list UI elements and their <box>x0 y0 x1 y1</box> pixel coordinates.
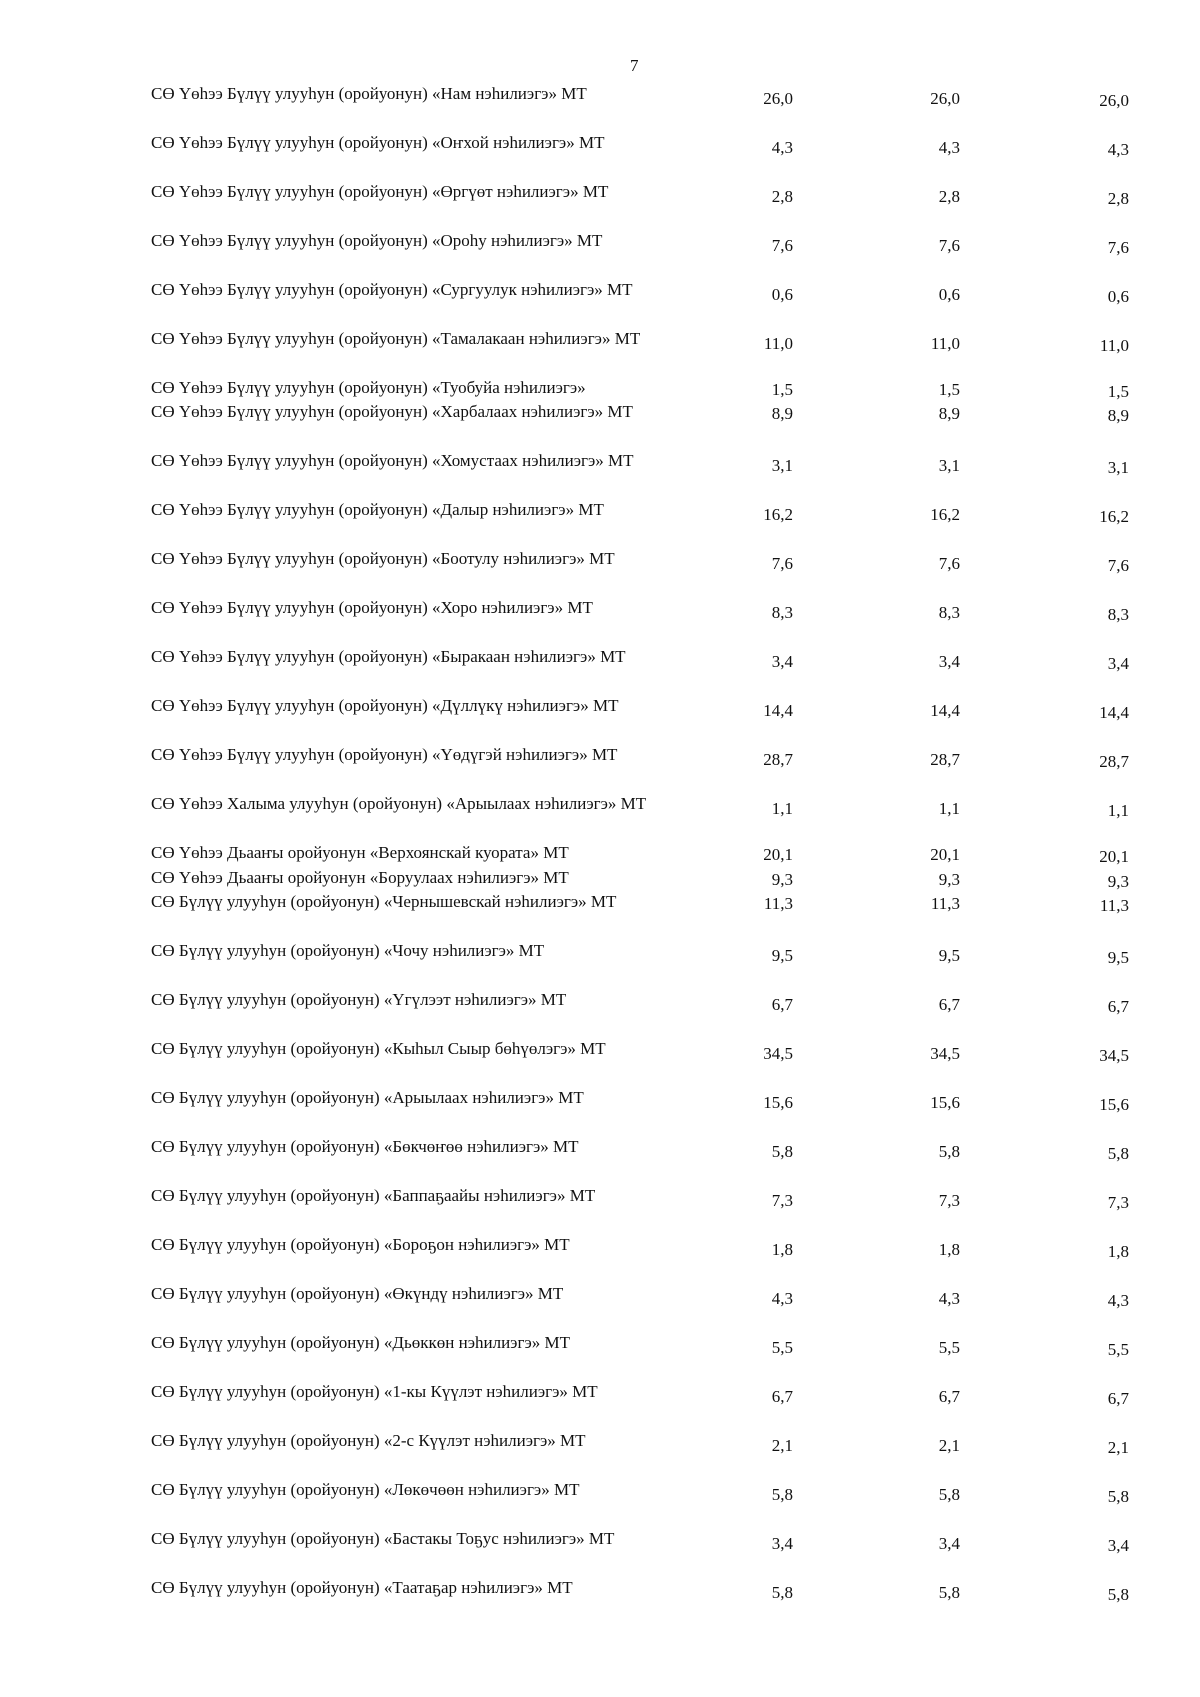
row-value-2: 1,8 <box>938 1240 960 1259</box>
row-name: СӨ Үөhээ Бүлүү улууhун (оройуонун) «Боотулу нэhилиэгэ» МТ <box>151 549 615 568</box>
row-value-3: 15,6 <box>1099 1095 1129 1114</box>
row-value-3: 6,7 <box>1107 1389 1129 1408</box>
table-row <box>0 451 1200 500</box>
row-value-3: 11,3 <box>1099 896 1129 915</box>
row-value-3: 4,3 <box>1107 1291 1129 1310</box>
row-value-2: 9,3 <box>938 870 960 889</box>
row-name: СӨ Үөhээ Бүлүү улууhун (оройуонун) «Хоро нэhилиэгэ» МТ <box>151 598 593 617</box>
row-value-1: 7,6 <box>771 236 793 255</box>
row-name: СӨ Бүлүү улууhун (оройуонун) «Чочу нэhилиэгэ» МТ <box>151 941 545 960</box>
row-value-3: 28,7 <box>1099 752 1129 771</box>
row-value-2: 1,5 <box>938 380 960 399</box>
row-value-3: 11,0 <box>1099 336 1129 355</box>
row-name: СӨ Үөhээ Бүлүү улууhун (оройуонун) «Быракаан нэhилиэгэ» МТ <box>151 647 626 666</box>
row-value-2: 9,5 <box>938 946 960 965</box>
row-value-1: 4,3 <box>771 1289 793 1308</box>
row-value-3: 2,1 <box>1107 1438 1129 1457</box>
row-value-3: 7,3 <box>1107 1193 1129 1212</box>
row-value-2: 7,3 <box>938 1191 960 1210</box>
row-value-2: 1,1 <box>938 799 960 818</box>
row-value-1: 6,7 <box>771 1387 793 1406</box>
table-row <box>0 378 1200 402</box>
row-value-2: 0,6 <box>938 285 960 304</box>
row-name: СӨ Бүлүү улууhун (оройуонун) «Бөкчөҥөө нэhилиэгэ» МТ <box>151 1137 579 1156</box>
row-value-2: 5,8 <box>938 1142 960 1161</box>
row-value-1: 5,8 <box>771 1583 793 1602</box>
row-value-2: 7,6 <box>938 236 960 255</box>
row-value-3: 26,0 <box>1099 91 1129 110</box>
row-value-1: 4,3 <box>771 138 793 157</box>
row-value-2: 28,7 <box>930 750 960 769</box>
table-row <box>0 133 1200 182</box>
row-value-2: 8,9 <box>938 404 960 423</box>
row-name: СӨ Үөhээ Бүлүү улууhун (оройуонун) «Туобуйа нэhилиэгэ» <box>151 378 586 397</box>
row-value-2: 2,1 <box>938 1436 960 1455</box>
row-name: СӨ Үөhээ Дьааҥы оройуонун «Боруулаах нэhилиэгэ» МТ <box>151 868 569 887</box>
row-value-3: 9,3 <box>1107 872 1129 891</box>
row-value-1: 34,5 <box>763 1044 793 1063</box>
row-value-3: 1,5 <box>1107 382 1129 401</box>
table-row <box>0 696 1200 745</box>
row-value-2: 16,2 <box>930 505 960 524</box>
row-value-2: 4,3 <box>938 138 960 157</box>
row-value-3: 5,8 <box>1107 1585 1129 1604</box>
table-row <box>0 1088 1200 1137</box>
row-value-3: 20,1 <box>1099 847 1129 866</box>
table-row <box>0 745 1200 794</box>
row-name: СӨ Үөhээ Бүлүү улууhун (оройуонун) «Хомустаах нэhилиэгэ» МТ <box>151 451 634 470</box>
row-value-3: 3,4 <box>1107 1536 1129 1555</box>
row-value-2: 11,0 <box>930 334 960 353</box>
row-value-3: 3,4 <box>1107 654 1129 673</box>
table-row <box>0 1235 1200 1284</box>
row-value-2: 20,1 <box>930 845 960 864</box>
row-name: СӨ Бүлүү улууhун (оройуонун) «Бастакы Тоҕус нэhилиэгэ» МТ <box>151 1529 615 1548</box>
row-value-1: 15,6 <box>763 1093 793 1112</box>
row-value-3: 9,5 <box>1107 948 1129 967</box>
row-value-1: 5,8 <box>771 1142 793 1161</box>
table-row <box>0 1137 1200 1186</box>
table-row <box>0 500 1200 549</box>
table-row <box>0 84 1200 133</box>
table-row <box>0 231 1200 280</box>
row-value-1: 7,3 <box>771 1191 793 1210</box>
row-value-1: 28,7 <box>763 750 793 769</box>
row-value-1: 16,2 <box>763 505 793 524</box>
row-value-2: 2,8 <box>938 187 960 206</box>
row-name: СӨ Бүлүү улууhун (оройуонун) «Өкүндү нэhилиэгэ» МТ <box>151 1284 564 1303</box>
row-name: СӨ Үөhээ Бүлүү улууhун (оройуонун) «Сургуулук нэhилиэгэ» МТ <box>151 280 633 299</box>
row-name: СӨ Үөhээ Халыма улууhун (оройуонун) «Арыылаах нэhилиэгэ» МТ <box>151 794 647 813</box>
row-value-3: 16,2 <box>1099 507 1129 526</box>
row-name: СӨ Бүлүү улууhун (оройуонун) «1-кы Күүлэт нэhилиэгэ» МТ <box>151 1382 598 1401</box>
row-value-1: 5,5 <box>771 1338 793 1357</box>
row-value-2: 26,0 <box>930 89 960 108</box>
row-value-2: 15,6 <box>930 1093 960 1112</box>
row-name: СӨ Үөhээ Бүлүү улууhун (оройуонун) «Дүллүкү нэhилиэгэ» МТ <box>151 696 619 715</box>
row-value-2: 8,3 <box>938 603 960 622</box>
table-row <box>0 794 1200 843</box>
row-name: СӨ Үөhээ Бүлүү улууhун (оройуонун) «Ороhу нэhилиэгэ» МТ <box>151 231 603 250</box>
table-row <box>0 549 1200 598</box>
table-body <box>0 84 1200 1627</box>
row-name: СӨ Үөhээ Бүлүү улууhун (оройуонун) «Үөдүгэй нэhилиэгэ» МТ <box>151 745 618 764</box>
table-row <box>0 843 1200 868</box>
row-value-1: 9,5 <box>771 946 793 965</box>
table-row <box>0 1382 1200 1431</box>
row-value-1: 1,5 <box>771 380 793 399</box>
row-name: СӨ Бүлүү улууhун (оройуонун) «Кыhыл Сыыр бөhүөлэгэ» МТ <box>151 1039 606 1058</box>
row-name: СӨ Бүлүү улууhун (оройуонун) «Дьөккөн нэhилиэгэ» МТ <box>151 1333 570 1352</box>
row-value-2: 5,8 <box>938 1583 960 1602</box>
table-row <box>0 868 1200 892</box>
row-value-1: 14,4 <box>763 701 793 720</box>
table-row <box>0 1431 1200 1480</box>
row-value-3: 8,3 <box>1107 605 1129 624</box>
row-value-1: 0,6 <box>771 285 793 304</box>
row-value-2: 3,4 <box>938 652 960 671</box>
row-value-3: 5,8 <box>1107 1487 1129 1506</box>
row-name: СӨ Үөhээ Бүлүү улууhун (оройуонун) «Нам нэhилиэгэ» МТ <box>151 84 587 103</box>
row-name: СӨ Бүлүү улууhун (оройуонун) «Баппаҕаайы нэhилиэгэ» МТ <box>151 1186 596 1205</box>
table-row <box>0 280 1200 329</box>
row-name: СӨ Бүлүү улууhун (оройуонун) «2-с Күүлэт нэhилиэгэ» МТ <box>151 1431 586 1450</box>
row-value-2: 34,5 <box>930 1044 960 1063</box>
row-value-1: 5,8 <box>771 1485 793 1504</box>
table-row <box>0 1186 1200 1235</box>
row-value-1: 1,8 <box>771 1240 793 1259</box>
row-value-1: 11,0 <box>763 334 793 353</box>
table-row <box>0 182 1200 231</box>
row-value-1: 3,1 <box>771 456 793 475</box>
row-name: СӨ Үөhээ Дьааҥы оройуонун «Верхоянскай куората» МТ <box>151 843 569 862</box>
row-value-1: 8,9 <box>771 404 793 423</box>
row-value-2: 6,7 <box>938 1387 960 1406</box>
row-value-3: 5,8 <box>1107 1144 1129 1163</box>
row-value-1: 20,1 <box>763 845 793 864</box>
row-value-3: 6,7 <box>1107 997 1129 1016</box>
row-value-3: 14,4 <box>1099 703 1129 722</box>
row-value-3: 5,5 <box>1107 1340 1129 1359</box>
table-row <box>0 402 1200 451</box>
row-value-2: 5,5 <box>938 1338 960 1357</box>
table-row <box>0 1039 1200 1088</box>
row-value-1: 9,3 <box>771 870 793 889</box>
row-name: СӨ Үөhээ Бүлүү улууhун (оройуонун) «Далыр нэhилиэгэ» МТ <box>151 500 604 519</box>
table-row <box>0 329 1200 378</box>
table-row <box>0 1529 1200 1578</box>
table-row <box>0 892 1200 941</box>
row-value-1: 3,4 <box>771 652 793 671</box>
row-value-2: 4,3 <box>938 1289 960 1308</box>
row-value-3: 34,5 <box>1099 1046 1129 1065</box>
row-value-1: 6,7 <box>771 995 793 1014</box>
row-value-2: 3,1 <box>938 456 960 475</box>
row-value-1: 11,3 <box>763 894 793 913</box>
row-value-3: 2,8 <box>1107 189 1129 208</box>
row-value-1: 2,1 <box>771 1436 793 1455</box>
row-value-3: 0,6 <box>1107 287 1129 306</box>
row-name: СӨ Бүлүү улууhун (оройуонун) «Арыылаах нэhилиэгэ» МТ <box>151 1088 584 1107</box>
table-row <box>0 941 1200 990</box>
page-number: 7 <box>630 56 639 75</box>
table-row <box>0 990 1200 1039</box>
row-value-2: 6,7 <box>938 995 960 1014</box>
table-row <box>0 1284 1200 1333</box>
row-name: СӨ Үөhээ Бүлүү улууhун (оройуонун) «Тамалакаан нэhилиэгэ» МТ <box>151 329 641 348</box>
row-name: СӨ Бүлүү улууhун (оройуонун) «Бороҕон нэhилиэгэ» МТ <box>151 1235 570 1254</box>
row-value-1: 7,6 <box>771 554 793 573</box>
row-value-2: 11,3 <box>930 894 960 913</box>
row-name: СӨ Бүлүү улууhун (оройуонун) «Чернышевскай нэhилиэгэ» МТ <box>151 892 617 911</box>
row-value-3: 1,1 <box>1107 801 1129 820</box>
row-value-3: 7,6 <box>1107 556 1129 575</box>
row-value-1: 8,3 <box>771 603 793 622</box>
row-name: СӨ Бүлүү улууhун (оройуонун) «Лөкөчөөн нэhилиэгэ» МТ <box>151 1480 580 1499</box>
row-value-3: 8,9 <box>1107 406 1129 425</box>
row-value-2: 7,6 <box>938 554 960 573</box>
row-value-1: 3,4 <box>771 1534 793 1553</box>
table-row <box>0 647 1200 696</box>
row-name: СӨ Бүлүү улууhун (оройуонун) «Үгүлээт нэhилиэгэ» МТ <box>151 990 567 1009</box>
row-value-3: 1,8 <box>1107 1242 1129 1261</box>
row-value-2: 5,8 <box>938 1485 960 1504</box>
row-name: СӨ Үөhээ Бүлүү улууhун (оройуонун) «Оҥхой нэhилиэгэ» МТ <box>151 133 605 152</box>
table-row <box>0 1333 1200 1382</box>
row-name: СӨ Бүлүү улууhун (оройуонун) «Таатаҕар нэhилиэгэ» МТ <box>151 1578 573 1597</box>
row-value-3: 3,1 <box>1107 458 1129 477</box>
row-value-1: 2,8 <box>771 187 793 206</box>
row-value-1: 1,1 <box>771 799 793 818</box>
row-value-1: 26,0 <box>763 89 793 108</box>
row-name: СӨ Үөhээ Бүлүү улууhун (оройуонун) «Харбалаах нэhилиэгэ» МТ <box>151 402 633 421</box>
row-name: СӨ Үөhээ Бүлүү улууhун (оройуонун) «Өргүөт нэhилиэгэ» МТ <box>151 182 609 201</box>
table-row <box>0 1480 1200 1529</box>
row-value-2: 3,4 <box>938 1534 960 1553</box>
row-value-2: 14,4 <box>930 701 960 720</box>
row-value-3: 4,3 <box>1107 140 1129 159</box>
row-value-3: 7,6 <box>1107 238 1129 257</box>
table-row <box>0 598 1200 647</box>
table-row <box>0 1578 1200 1627</box>
